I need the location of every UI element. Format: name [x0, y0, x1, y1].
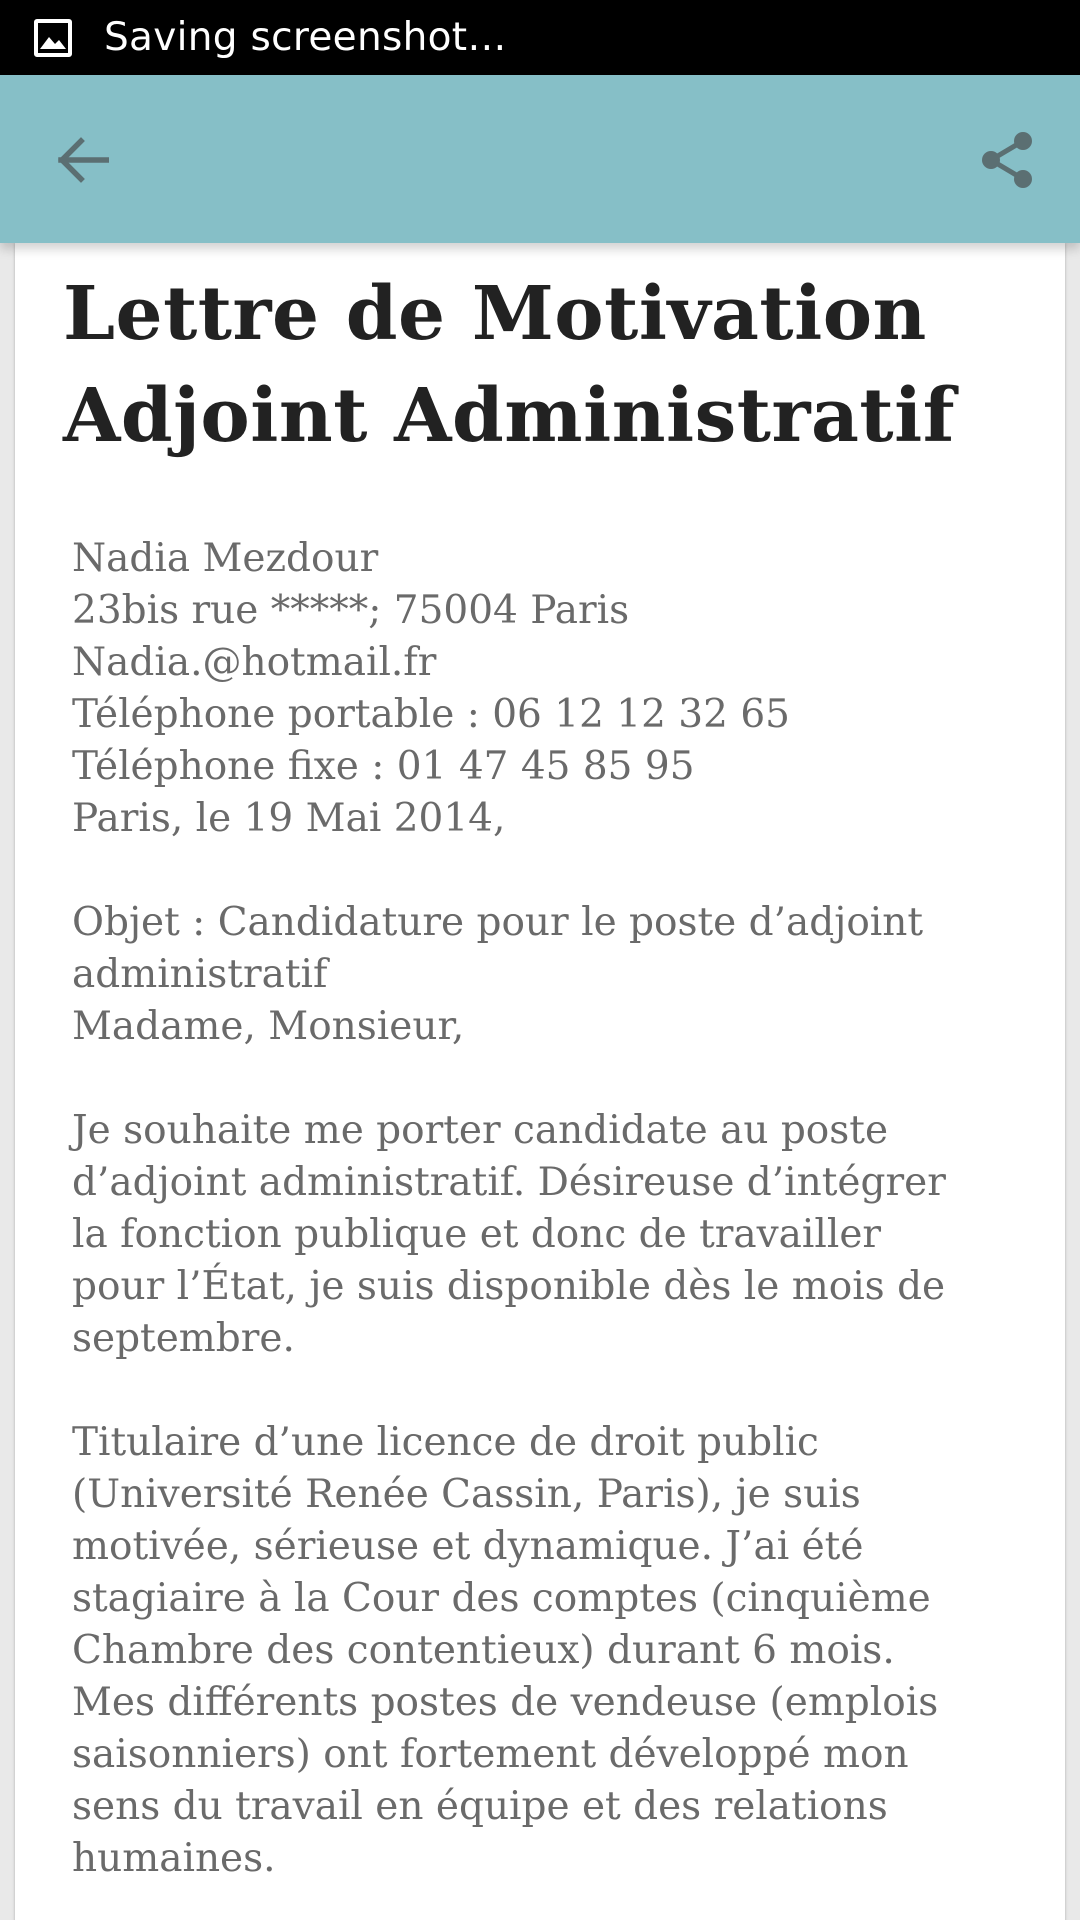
paragraph-line: motivée, sérieuse et dynamique. J’ai été [72, 1524, 864, 1569]
sender-email: Nadia.@hotmail.fr [72, 640, 437, 685]
title-line: Lettre de Motivation [63, 271, 927, 357]
paragraph-line: Titulaire d’une licence de droit public [72, 1420, 819, 1465]
object-line: administratif [72, 952, 328, 997]
paragraph-line: Chambre des contentieux) durant 6 mois. [72, 1628, 895, 1673]
paragraph-line: la fonction publique et donc de travailler [72, 1212, 882, 1257]
paragraph-1 [72, 1105, 1032, 1365]
letter-date: Paris, le 19 Mai 2014, [72, 796, 506, 841]
share-button[interactable] [972, 125, 1042, 195]
article-card [15, 243, 1065, 1920]
salutation: Madame, Monsieur, [72, 1004, 465, 1049]
sender-address: 23bis rue *****; 75004 Paris [72, 588, 630, 633]
sender-header [72, 533, 1032, 845]
sender-mobile-phone: Téléphone portable : 06 12 12 32 65 [72, 692, 790, 737]
article-title [63, 263, 1023, 467]
paragraph-line: stagiaire à la Cour des comptes (cinquième [72, 1576, 931, 1621]
paragraph-line: Mes différents postes de vendeuse (emplois [72, 1680, 939, 1725]
letter-object [72, 897, 1032, 1053]
content-scroll-area[interactable] [0, 243, 1080, 1920]
paragraph-line: pour l’État, je suis disponible dès le mois de [72, 1264, 946, 1309]
paragraph-line: sens du travail en équipe et des relations [72, 1784, 888, 1829]
arrow-back-icon [57, 137, 109, 183]
object-line: Objet : Candidature pour le poste d’adjoint [72, 900, 924, 945]
status-notification-text: Saving screenshot… [104, 15, 507, 60]
paragraph-line: humaines. [72, 1836, 276, 1881]
paragraph-2 [72, 1417, 1032, 1885]
paragraph-line: (Université Renée Cassin, Paris), je suis [72, 1472, 861, 1517]
image-icon [34, 19, 72, 57]
paragraph-line: Je souhaite me porter candidate au poste [72, 1108, 889, 1153]
paragraph-line: saisonniers) ont fortement développé mon [72, 1732, 909, 1777]
sender-landline-phone: Téléphone fixe : 01 47 45 85 95 [72, 744, 695, 789]
sender-name: Nadia Mezdour [72, 536, 379, 581]
letter-body [72, 533, 1032, 1920]
title-line: Adjoint Administratif [63, 373, 956, 459]
share-icon [977, 129, 1037, 191]
back-button[interactable] [50, 127, 116, 193]
status-bar [0, 0, 1080, 75]
paragraph-line: d’adjoint administratif. Désireuse d’intégrer [72, 1160, 946, 1205]
paragraph-line: septembre. [72, 1316, 295, 1361]
app-bar [0, 75, 1080, 243]
